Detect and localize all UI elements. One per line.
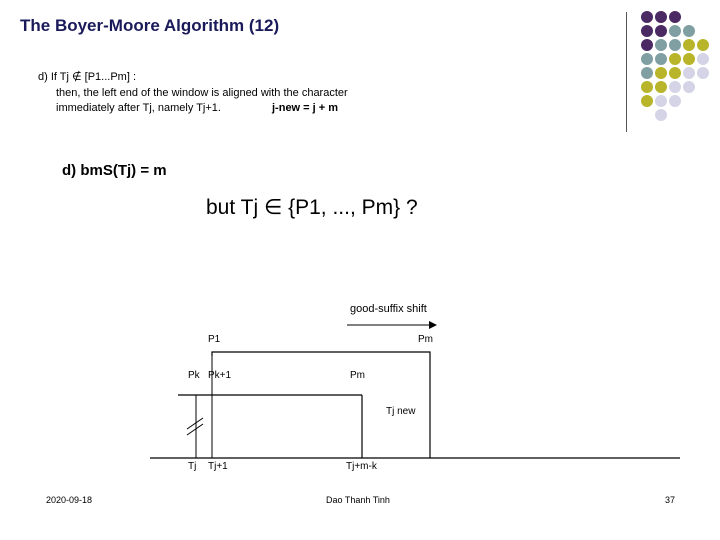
label-tj-new: Tj new [386, 406, 416, 417]
footer-page-number: 37 [665, 495, 676, 505]
break-mark [187, 418, 203, 429]
label-p1: P1 [208, 334, 221, 345]
footer-date: 2020-09-18 [46, 495, 93, 505]
case-line-3: immediately after Tj, namely Tj+1. [56, 102, 221, 114]
case-line-2: then, the left end of the window is aligned with the character [56, 87, 348, 99]
footer-author: Dao Thanh Tinh [326, 495, 390, 505]
label-tj1: Tj+1 [208, 461, 228, 472]
label-pk1: Pk+1 [208, 370, 232, 381]
label-tj: Tj [188, 461, 197, 472]
label-pk: Pk [188, 370, 200, 381]
jnew-formula: j-new = j + m [272, 102, 339, 114]
slide-title: The Boyer-Moore Algorithm (12) [20, 16, 280, 35]
question-text: but Tj ∈ {P1, ..., Pm} ? [206, 196, 418, 219]
label-tjmk: Tj+m-k [346, 461, 377, 472]
shifted-pattern-outline [212, 352, 430, 458]
label-pm-mid: Pm [350, 370, 365, 381]
shift-label: good-suffix shift [350, 303, 427, 315]
case-line-1: d) If Tj ∉ [P1...Pm] : [38, 71, 137, 83]
label-pm-top: Pm [418, 334, 433, 345]
section-heading: d) bmS(Tj) = m [62, 162, 167, 179]
break-mark [187, 424, 203, 435]
